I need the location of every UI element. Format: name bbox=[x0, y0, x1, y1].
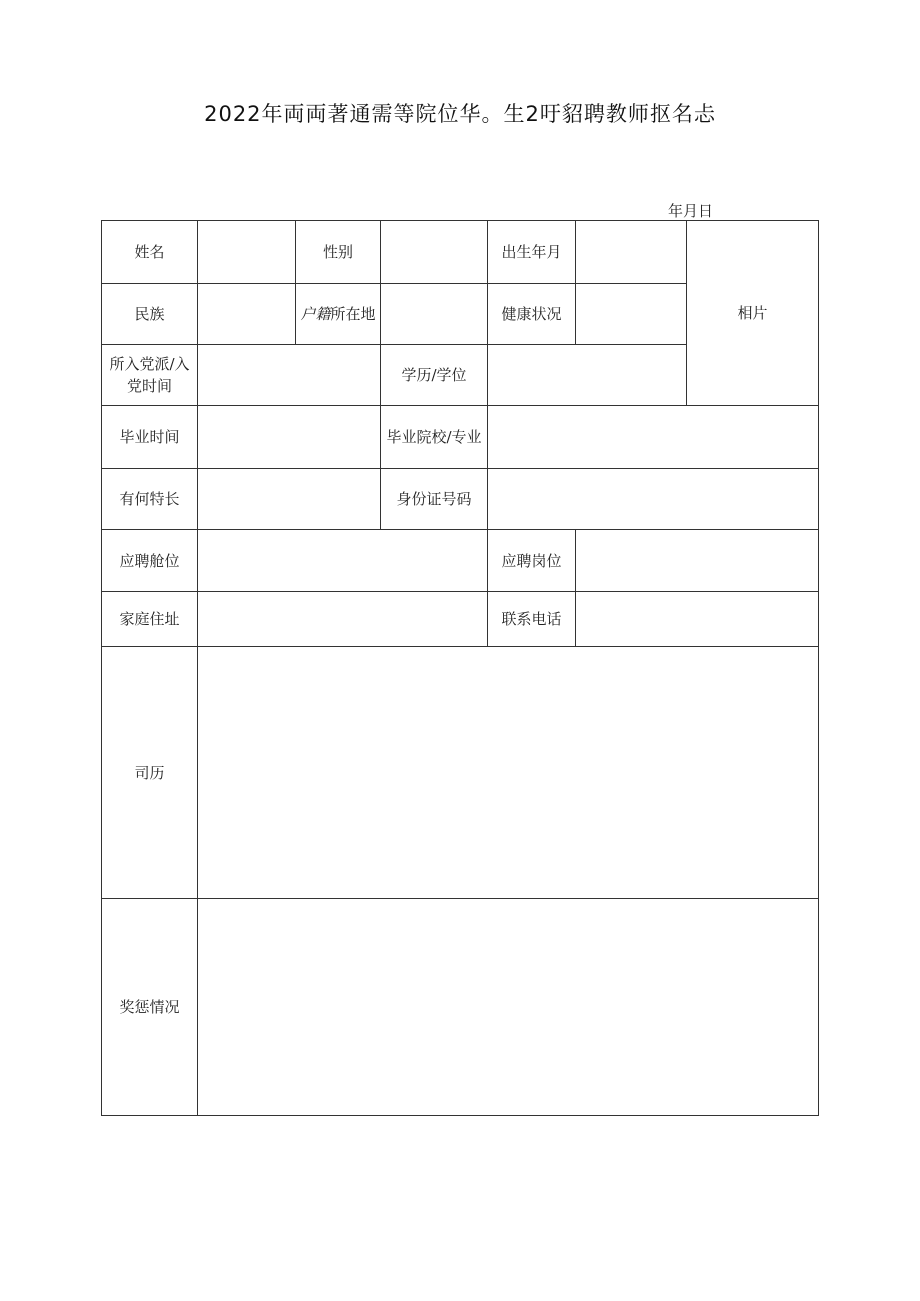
household-label bbox=[296, 284, 381, 345]
phone-label: 联系电话 bbox=[488, 592, 576, 647]
apply-post-label: 应聘岗位 bbox=[488, 530, 576, 592]
grad-time-label: 毕业时间 bbox=[102, 406, 198, 469]
phone-field[interactable] bbox=[576, 592, 819, 647]
household-field[interactable] bbox=[381, 284, 488, 345]
ethnicity-label: 民族 bbox=[102, 284, 198, 345]
apply-unit-label: 应聘舱位 bbox=[102, 530, 198, 592]
date-label: 年月日 bbox=[668, 202, 714, 220]
resume-field[interactable] bbox=[198, 647, 819, 899]
id-number-field[interactable] bbox=[488, 469, 819, 530]
photo-label: 相片 bbox=[737, 304, 768, 322]
health-field[interactable] bbox=[576, 284, 687, 345]
registration-form-table bbox=[101, 220, 819, 1116]
name-field[interactable] bbox=[198, 221, 296, 284]
household-label-suffix: 所在地 bbox=[330, 305, 376, 323]
grad-school-field[interactable] bbox=[488, 406, 819, 469]
awards-field[interactable] bbox=[198, 899, 819, 1116]
health-label: 健康状况 bbox=[488, 284, 576, 345]
birth-label: 出生年月 bbox=[488, 221, 576, 284]
household-label-prefix: 户籍 bbox=[300, 305, 331, 323]
resume-label: 司历 bbox=[102, 647, 198, 899]
form-title: 2022年両両著通需等院位华。生2吁貂聘教师抠名忐 bbox=[204, 102, 716, 126]
id-number-label: 身份证号码 bbox=[381, 469, 488, 530]
specialty-field[interactable] bbox=[198, 469, 381, 530]
party-label: 所入党派/入党时间 bbox=[102, 345, 198, 406]
grad-school-label: 毕业院校/专业 bbox=[381, 406, 488, 469]
education-label: 学历/学位 bbox=[381, 345, 488, 406]
ethnicity-field[interactable] bbox=[198, 284, 296, 345]
awards-label: 奖惩情况 bbox=[102, 899, 198, 1116]
address-field[interactable] bbox=[198, 592, 488, 647]
name-label: 姓名 bbox=[102, 221, 198, 284]
gender-field[interactable] bbox=[381, 221, 488, 284]
education-field[interactable] bbox=[488, 345, 687, 406]
specialty-label: 有何特长 bbox=[102, 469, 198, 530]
apply-unit-field[interactable] bbox=[198, 530, 488, 592]
apply-post-field[interactable] bbox=[576, 530, 819, 592]
gender-label: 性别 bbox=[296, 221, 381, 284]
grad-time-field[interactable] bbox=[198, 406, 381, 469]
party-field[interactable] bbox=[198, 345, 381, 406]
address-label: 家庭住址 bbox=[102, 592, 198, 647]
birth-field[interactable] bbox=[576, 221, 687, 284]
photo-box[interactable] bbox=[687, 221, 819, 406]
